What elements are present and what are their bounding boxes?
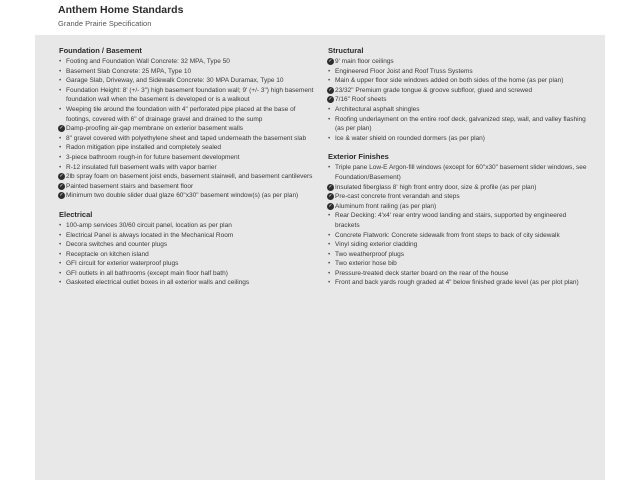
list-item-text: Front and back yards rough graded at 4" below finished grade level (as per plot plan) [335, 279, 579, 287]
list-item [328, 86, 590, 96]
document-subtitle: Grande Prairie Specification [58, 19, 152, 28]
list-item [59, 124, 321, 134]
list-item-text: Pre-cast concrete front verandah and steps [335, 193, 460, 201]
list-item-text: Concrete Flatwork: Concrete sidewalk from front steps to back of city sidewalk [335, 231, 560, 239]
list-item [328, 269, 590, 279]
filled-circle-icon: ✓ [328, 202, 333, 209]
list-item-text: Gasketed electrical outlet boxes in all exterior walls and ceilings [66, 279, 250, 287]
bullet-icon: • [328, 231, 331, 239]
filled-circle-icon: ✓ [328, 193, 333, 200]
bullet-icon: • [59, 279, 62, 287]
section-foundation [59, 45, 321, 201]
bullet-icon: • [328, 134, 331, 142]
bullet-icon: • [59, 221, 62, 229]
filled-circle-icon: ✓ [328, 96, 333, 103]
list-item-text: Insulated fiberglass 8' high front entry door, size & profile (as per plan) [335, 183, 537, 191]
list-item [328, 250, 590, 260]
list-item [59, 143, 321, 153]
list-item [59, 86, 321, 105]
bullet-icon: • [328, 260, 331, 268]
list-item [59, 76, 321, 86]
list-item [59, 182, 321, 192]
list-item-text: Radon mitigation pipe installed and completely sealed [66, 144, 222, 152]
list-item [59, 269, 321, 279]
section-title: Electrical [59, 209, 93, 219]
spec-list [59, 221, 321, 288]
list-item [328, 240, 590, 250]
bullet-icon: • [59, 153, 62, 161]
list-item-text: 3-piece bathroom rough-in for future basement development [66, 153, 240, 161]
bullet-icon: • [328, 250, 331, 258]
list-item-text: 2lb spray foam on basement joist ends, basement stairwell, and basement cantilevers [66, 173, 313, 181]
bullet-icon: • [59, 86, 62, 94]
bullet-icon: • [328, 77, 331, 85]
list-item-text: Receptacle on kitchen island [66, 250, 149, 258]
left-column [59, 45, 321, 296]
spec-list [59, 57, 321, 201]
bullet-icon: • [59, 241, 62, 249]
bullet-icon: • [328, 212, 331, 220]
list-item-text: Pressure-treated deck starter board on the rear of the house [335, 269, 509, 277]
list-item [328, 115, 590, 134]
bullet-icon: • [328, 164, 331, 172]
list-item [59, 191, 321, 201]
bullet-icon: • [328, 241, 331, 249]
list-item [59, 240, 321, 250]
list-item [59, 172, 321, 182]
list-item [328, 278, 590, 288]
list-item-text: 100-amp services 30/60 circuit panel, location as per plan [66, 221, 232, 229]
bullet-icon: • [59, 77, 62, 85]
list-item [59, 221, 321, 231]
list-item [328, 134, 590, 144]
filled-circle-icon: ✓ [59, 173, 64, 180]
list-item [328, 192, 590, 202]
right-column [328, 45, 590, 296]
bullet-icon: • [59, 163, 62, 171]
list-item-text: Engineered Floor Joist and Roof Truss Systems [335, 67, 473, 75]
list-item [59, 231, 321, 241]
list-item-text: 7/16" Roof sheets [335, 96, 387, 104]
list-item-text: Vinyl siding exterior cladding [335, 241, 418, 249]
bullet-icon: • [59, 67, 62, 75]
list-item-text: Roofing underlayment on the entire roof deck, galvanized step, wall, and valley flashing (as per plan) [335, 115, 586, 133]
filled-circle-icon: ✓ [59, 182, 64, 189]
list-item-text: Aluminum front railing (as per plan) [335, 202, 437, 210]
list-item [59, 153, 321, 163]
list-item [328, 259, 590, 269]
bullet-icon: • [328, 115, 331, 123]
list-item-text: Footing and Foundation Wall Concrete: 32 MPA, Type 50 [66, 58, 230, 65]
filled-circle-icon: ✓ [59, 192, 64, 199]
bullet-icon: • [59, 105, 62, 113]
list-item-text: R-12 insulated full basement walls with vapor barrier [66, 163, 217, 171]
list-item [328, 183, 590, 193]
section-electrical [59, 209, 321, 288]
list-item-text: Weeping tile around the foundation with 4" perforated pipe placed at the base of footings, covered with 6" of drainage gravel and drained to the sump [66, 105, 296, 123]
filled-circle-icon: ✓ [59, 125, 64, 132]
list-item-text: Two exterior hose bib [335, 260, 397, 268]
list-item-text: Two weatherproof plugs [335, 250, 405, 258]
list-item [59, 134, 321, 144]
bullet-icon: • [59, 134, 62, 142]
spec-list [328, 57, 590, 143]
list-item [59, 105, 321, 124]
section-title: Structural [328, 46, 364, 55]
bullet-icon: • [59, 250, 62, 258]
list-item-text: 8" gravel covered with polyethylene sheet and taped underneath the basement slab [66, 134, 307, 142]
list-item-text: 9' main floor ceilings [335, 58, 394, 65]
list-item-text: Garage Slab, Driveway, and Sidewalk Concrete: 30 MPA Duramax, Type 10 [66, 77, 284, 85]
list-item-text: Ice & water shield on rounded dormers (as per plan) [335, 134, 485, 142]
filled-circle-icon: ✓ [328, 86, 333, 93]
bullet-icon: • [328, 105, 331, 113]
list-item-text: GFI outlets in all bathrooms (except main floor half bath) [66, 269, 228, 277]
list-item-text: Painted basement stairs and basement floor [66, 182, 194, 190]
list-item [59, 250, 321, 260]
bullet-icon: • [59, 58, 62, 65]
list-item [328, 105, 590, 115]
list-item [328, 163, 590, 182]
filled-circle-icon: ✓ [328, 58, 333, 64]
list-item [328, 202, 590, 212]
list-item-text: Damp-proofing air-gap membrane on exterior basement walls [66, 125, 244, 133]
list-item-text: 23/32" Premium grade tongue & groove subfloor, glued and screwed [335, 86, 533, 94]
list-item-text: Architectural asphalt shingles [335, 105, 420, 113]
bullet-icon: • [59, 231, 62, 239]
section-exterior-finishes [328, 151, 590, 288]
section-title: Foundation / Basement [59, 46, 142, 55]
list-item [59, 259, 321, 269]
list-item-text: Foundation Height: 8' (+/- 3") high basement foundation wall; 9' (+/- 3") high basement foundation wall when the basement is developed or is a walkout [66, 86, 314, 104]
bullet-icon: • [328, 269, 331, 277]
list-item-text: Minimum two double slider dual glaze 60"x30" basement window(s) (as per plan) [66, 192, 299, 200]
list-item-text: Decora switches and counter plugs [66, 241, 168, 249]
section-title: Exterior Finishes [328, 152, 389, 162]
list-item [328, 231, 590, 241]
list-item-text: Main & upper floor side windows added on both sides of the home (as per plan) [335, 77, 564, 85]
bullet-icon: • [59, 269, 62, 277]
section-structural [328, 45, 590, 143]
bullet-icon: • [328, 67, 331, 75]
list-item [59, 278, 321, 288]
list-item-text: Rear Decking: 4'x4' rear entry wood landing and stairs, supported by engineered brackets [335, 212, 567, 229]
list-item-text: GFI circuit for exterior waterproof plugs [66, 260, 179, 268]
list-item-text: Triple pane Low-E Argon-fill windows (except for 60"x30" basement slider windows, see Foundation/Basement) [335, 164, 587, 181]
list-item [328, 67, 590, 77]
bullet-icon: • [59, 144, 62, 152]
list-item-text: Electrical Panel is always located in the Mechanical Room [66, 231, 234, 239]
list-item [328, 95, 590, 105]
bullet-icon: • [328, 279, 331, 287]
bullet-icon: • [59, 260, 62, 268]
document-title: Anthem Home Standards [58, 4, 184, 16]
spec-list [328, 163, 590, 288]
list-item [328, 76, 590, 86]
filled-circle-icon: ✓ [328, 183, 333, 190]
list-item-text: Basement Slab Concrete: 25 MPA, Type 10 [66, 67, 192, 75]
list-item [59, 57, 321, 67]
list-item [328, 211, 590, 230]
specification-panel [35, 35, 605, 480]
list-item [59, 67, 321, 77]
list-item [328, 57, 590, 67]
list-item [59, 163, 321, 173]
